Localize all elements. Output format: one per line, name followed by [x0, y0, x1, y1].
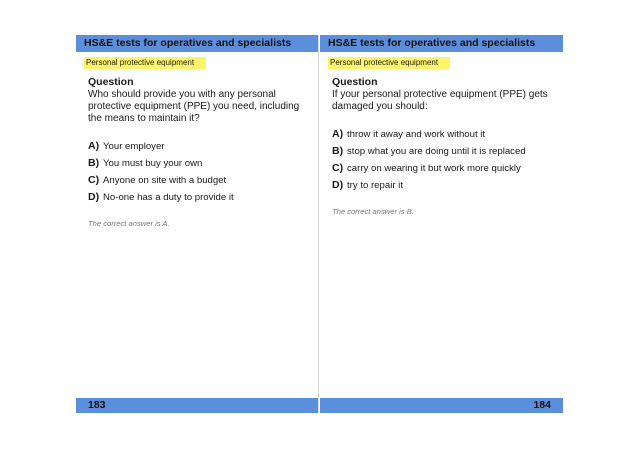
right-option-c [332, 162, 563, 179]
left-correct-answer: The correct answer is A. [88, 219, 170, 228]
option-letter: D) [332, 179, 344, 191]
left-option-b [88, 157, 318, 174]
right-question-label: Question [332, 76, 378, 88]
option-letter: C) [332, 162, 344, 174]
option-text: throw it away and work without it [347, 129, 486, 140]
left-question-label: Question [88, 76, 134, 88]
option-letter: A) [88, 140, 100, 152]
left-option-d [88, 191, 318, 208]
right-option-d [332, 179, 563, 196]
option-text: stop what you are doing until it is replaced [347, 146, 526, 157]
option-letter: C) [88, 174, 100, 186]
left-question-text: Who should provide you with any personal protective equipment (PPE) you need, including the means to maintain it? [88, 89, 300, 124]
option-text: carry on wearing it but work more quickly [347, 163, 521, 174]
left-option-c [88, 174, 318, 191]
left-section-tag: Personal protective equipment [84, 57, 206, 69]
option-letter: A) [332, 128, 344, 140]
left-page [76, 35, 319, 413]
right-option-a [332, 128, 563, 145]
right-page-number: 184 [320, 398, 563, 413]
option-letter: D) [88, 191, 100, 203]
left-options [88, 140, 318, 208]
option-text: Your employer [103, 141, 165, 152]
option-text: You must buy your own [103, 158, 203, 169]
right-option-b [332, 145, 563, 162]
option-text: try to repair it [347, 180, 403, 191]
book-spread [76, 35, 562, 413]
left-option-a [88, 140, 318, 157]
right-header: HS&E tests for operatives and specialists [320, 35, 563, 52]
right-page [320, 35, 563, 413]
right-options [332, 128, 563, 196]
left-header: HS&E tests for operatives and specialists [76, 35, 318, 52]
option-text: No-one has a duty to provide it [103, 192, 234, 203]
left-page-number: 183 [76, 398, 318, 413]
right-section-tag: Personal protective equipment [328, 57, 450, 69]
right-question-text: If your personal protective equipment (PPE) gets damaged you should: [332, 89, 548, 112]
option-letter: B) [332, 145, 344, 157]
option-letter: B) [88, 157, 100, 169]
option-text: Anyone on site with a budget [103, 175, 227, 186]
right-correct-answer: The correct answer is B. [332, 207, 414, 216]
